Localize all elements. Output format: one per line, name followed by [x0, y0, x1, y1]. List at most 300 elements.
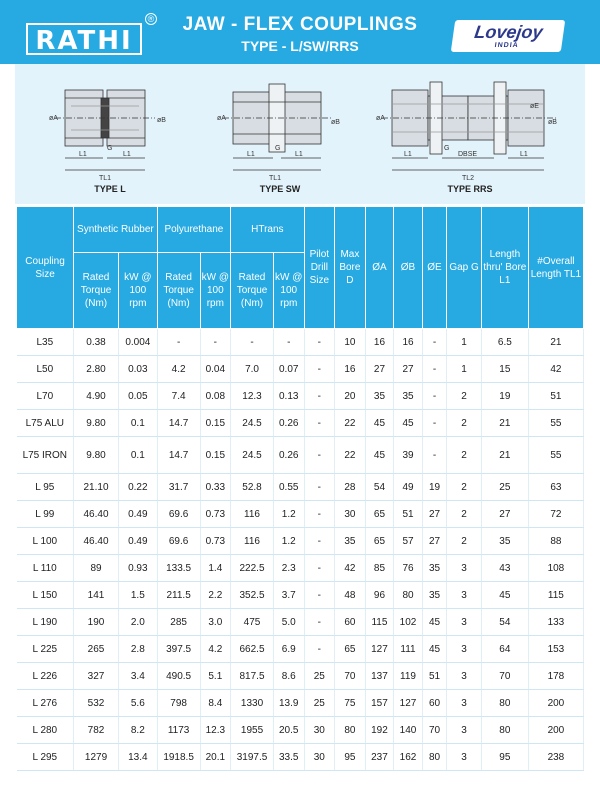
cell-ht_k: 13.9	[273, 690, 304, 717]
type-sw-dim-l1b: L1	[295, 151, 303, 158]
cell-a: 127	[365, 636, 394, 663]
cell-a: 237	[365, 744, 394, 771]
cell-sr_k: 3.4	[118, 663, 157, 690]
cell-g: 2	[447, 501, 482, 528]
table-row	[17, 474, 584, 501]
header-pu-torque: Rated Torque (Nm)	[157, 253, 200, 329]
cell-sr_t: 782	[74, 717, 119, 744]
cell-pu_t: 1918.5	[157, 744, 200, 771]
type-rrs-dim-e: øE	[530, 103, 539, 110]
cell-e: -	[422, 383, 446, 410]
table-row	[17, 744, 584, 771]
cell-tl1: 55	[528, 410, 583, 437]
cell-ht_t: 1330	[231, 690, 274, 717]
cell-pu_t: 798	[157, 690, 200, 717]
cell-b: 16	[394, 329, 423, 356]
cell-pu_t: 397.5	[157, 636, 200, 663]
cell-ht_t: 222.5	[231, 555, 274, 582]
cell-l1: 6.5	[481, 329, 528, 356]
cell-l1: 21	[481, 437, 528, 474]
cell-sr_k: 13.4	[118, 744, 157, 771]
cell-g: 2	[447, 410, 482, 437]
cell-a: 16	[365, 329, 394, 356]
cell-g: 2	[447, 474, 482, 501]
cell-size: L75 IRON	[17, 437, 74, 474]
type-rrs-dim-tl2: TL2	[462, 175, 475, 182]
cell-pilot: 25	[304, 690, 335, 717]
cell-a: 45	[365, 437, 394, 474]
header-gap: Gap G	[447, 207, 482, 329]
lovejoy-logo-text: Lovejoy	[473, 22, 544, 42]
cell-pu_t: 133.5	[157, 555, 200, 582]
cell-size: L 276	[17, 690, 74, 717]
cell-size: L 99	[17, 501, 74, 528]
cell-ht_t: 116	[231, 528, 274, 555]
cell-g: 1	[447, 356, 482, 383]
cell-a: 157	[365, 690, 394, 717]
cell-pu_k: 0.15	[200, 410, 231, 437]
cell-e: 19	[422, 474, 446, 501]
cell-l1: 45	[481, 582, 528, 609]
cell-ht_k: 0.13	[273, 383, 304, 410]
cell-sr_t: 190	[74, 609, 119, 636]
cell-pilot: -	[304, 609, 335, 636]
cell-pilot: -	[304, 501, 335, 528]
cell-pilot: 25	[304, 663, 335, 690]
type-sw-dim-g: G	[275, 145, 281, 152]
table-row	[17, 410, 584, 437]
coupling-spec-table	[16, 206, 584, 771]
header-polyurethane: Polyurethane	[157, 207, 230, 253]
table-row	[17, 717, 584, 744]
cell-ht_k: 1.2	[273, 528, 304, 555]
cell-pu_t: 4.2	[157, 356, 200, 383]
cell-ht_k: 6.9	[273, 636, 304, 663]
cell-sr_t: 327	[74, 663, 119, 690]
cell-b: 80	[394, 582, 423, 609]
cell-sr_t: 0.38	[74, 329, 119, 356]
table-row	[17, 329, 584, 356]
cell-pilot: -	[304, 528, 335, 555]
cell-bore: 80	[335, 717, 366, 744]
cell-pu_t: 1173	[157, 717, 200, 744]
cell-sr_t: 21.10	[74, 474, 119, 501]
cell-pu_k: 0.33	[200, 474, 231, 501]
cell-pu_t: -	[157, 329, 200, 356]
cell-size: L 226	[17, 663, 74, 690]
cell-sr_k: 5.6	[118, 690, 157, 717]
cell-size: L 280	[17, 717, 74, 744]
cell-bore: 22	[335, 410, 366, 437]
type-sw-dim-b: øB	[331, 119, 340, 126]
cell-ht_t: 52.8	[231, 474, 274, 501]
cell-sr_t: 141	[74, 582, 119, 609]
cell-bore: 16	[335, 356, 366, 383]
cell-g: 3	[447, 663, 482, 690]
cell-e: -	[422, 356, 446, 383]
cell-sr_k: 0.49	[118, 528, 157, 555]
cell-pu_k: 0.08	[200, 383, 231, 410]
cell-pu_k: 0.15	[200, 437, 231, 474]
cell-b: 57	[394, 528, 423, 555]
cell-pilot: -	[304, 329, 335, 356]
cell-bore: 35	[335, 528, 366, 555]
cell-ht_t: 475	[231, 609, 274, 636]
cell-bore: 42	[335, 555, 366, 582]
cell-size: L 190	[17, 609, 74, 636]
cell-a: 35	[365, 383, 394, 410]
cell-pu_t: 69.6	[157, 528, 200, 555]
header-pilot-drill: Pilot Drill Size	[304, 207, 335, 329]
cell-pu_k: 1.4	[200, 555, 231, 582]
cell-tl1: 153	[528, 636, 583, 663]
header-length-thru: Length thru' Bore L1	[481, 207, 528, 329]
cell-l1: 25	[481, 474, 528, 501]
cell-pu_k: 0.73	[200, 501, 231, 528]
cell-ht_k: 1.2	[273, 501, 304, 528]
cell-tl1: 108	[528, 555, 583, 582]
cell-sr_t: 532	[74, 690, 119, 717]
cell-g: 2	[447, 528, 482, 555]
table-row	[17, 663, 584, 690]
header-ht-torque: Rated Torque (Nm)	[231, 253, 274, 329]
cell-ht_t: 3197.5	[231, 744, 274, 771]
type-rrs-dim-l1b: L1	[520, 151, 528, 158]
header-sr-kw: kW @ 100 rpm	[118, 253, 157, 329]
cell-g: 3	[447, 555, 482, 582]
cell-ht_k: 20.5	[273, 717, 304, 744]
cell-pu_k: 12.3	[200, 717, 231, 744]
header-max-bore: Max Bore D	[335, 207, 366, 329]
cell-a: 54	[365, 474, 394, 501]
header-overall-length: #Overall Length TL1	[528, 207, 583, 329]
cell-bore: 95	[335, 744, 366, 771]
type-l-dim-l1a: L1	[79, 151, 87, 158]
cell-l1: 15	[481, 356, 528, 383]
table-row	[17, 555, 584, 582]
table-row	[17, 636, 584, 663]
cell-tl1: 51	[528, 383, 583, 410]
cell-pu_t: 285	[157, 609, 200, 636]
cell-sr_k: 0.03	[118, 356, 157, 383]
table-row	[17, 437, 584, 474]
cell-l1: 27	[481, 501, 528, 528]
cell-ht_t: 12.3	[231, 383, 274, 410]
cell-tl1: 55	[528, 437, 583, 474]
header-ht-kw: kW @ 100 rpm	[273, 253, 304, 329]
cell-e: 51	[422, 663, 446, 690]
cell-pilot: -	[304, 582, 335, 609]
type-rrs-label: TYPE RRS	[447, 184, 493, 194]
cell-size: L50	[17, 356, 74, 383]
cell-l1: 95	[481, 744, 528, 771]
cell-pilot: -	[304, 474, 335, 501]
type-l-dim-b: øB	[157, 117, 166, 124]
cell-pilot: -	[304, 383, 335, 410]
cell-pu_k: 0.73	[200, 528, 231, 555]
cell-ht_t: 352.5	[231, 582, 274, 609]
cell-sr_k: 2.8	[118, 636, 157, 663]
cell-e: 35	[422, 555, 446, 582]
cell-g: 3	[447, 636, 482, 663]
cell-sr_t: 2.80	[74, 356, 119, 383]
cell-bore: 75	[335, 690, 366, 717]
cell-sr_t: 9.80	[74, 437, 119, 474]
cell-b: 140	[394, 717, 423, 744]
table-row	[17, 356, 584, 383]
table-row	[17, 501, 584, 528]
cell-b: 51	[394, 501, 423, 528]
header-banner	[0, 0, 600, 64]
cell-ht_k: 0.26	[273, 437, 304, 474]
cell-a: 115	[365, 609, 394, 636]
cell-g: 2	[447, 383, 482, 410]
cell-sr_t: 89	[74, 555, 119, 582]
type-rrs-dim-dbse: DBSE	[458, 151, 478, 158]
cell-pu_k: -	[200, 329, 231, 356]
cell-l1: 43	[481, 555, 528, 582]
cell-a: 45	[365, 410, 394, 437]
cell-size: L70	[17, 383, 74, 410]
lovejoy-logo-sub: INDIA	[494, 42, 520, 49]
cell-e: 35	[422, 582, 446, 609]
cell-sr_k: 0.22	[118, 474, 157, 501]
cell-b: 35	[394, 383, 423, 410]
cell-bore: 70	[335, 663, 366, 690]
type-sw-label: TYPE SW	[259, 184, 301, 194]
type-sw-diagram	[205, 70, 355, 182]
cell-pu_t: 211.5	[157, 582, 200, 609]
cell-ht_t: 1955	[231, 717, 274, 744]
cell-l1: 21	[481, 410, 528, 437]
cell-g: 3	[447, 717, 482, 744]
cell-sr_k: 0.1	[118, 437, 157, 474]
cell-sr_k: 1.5	[118, 582, 157, 609]
cell-b: 162	[394, 744, 423, 771]
rathi-logo: RATHI	[26, 23, 142, 55]
cell-g: 3	[447, 744, 482, 771]
cell-ht_t: -	[231, 329, 274, 356]
cell-ht_k: 0.55	[273, 474, 304, 501]
cell-e: 45	[422, 636, 446, 663]
cell-b: 45	[394, 410, 423, 437]
cell-e: -	[422, 329, 446, 356]
cell-ht_k: 3.7	[273, 582, 304, 609]
cell-pilot: 30	[304, 717, 335, 744]
type-l-diagram	[35, 70, 185, 182]
cell-pu_k: 5.1	[200, 663, 231, 690]
cell-l1: 19	[481, 383, 528, 410]
table-row	[17, 383, 584, 410]
cell-tl1: 63	[528, 474, 583, 501]
cell-ht_t: 7.0	[231, 356, 274, 383]
cell-b: 39	[394, 437, 423, 474]
cell-pilot: -	[304, 437, 335, 474]
cell-e: 70	[422, 717, 446, 744]
cell-b: 76	[394, 555, 423, 582]
diagram-panel	[15, 64, 585, 204]
cell-ht_t: 24.5	[231, 437, 274, 474]
cell-e: 27	[422, 528, 446, 555]
header-coupling-size: Coupling Size	[17, 207, 74, 329]
table-row	[17, 528, 584, 555]
page-title: JAW - FLEX COUPLINGS	[182, 14, 418, 35]
cell-a: 96	[365, 582, 394, 609]
cell-pu_t: 69.6	[157, 501, 200, 528]
cell-ht_t: 116	[231, 501, 274, 528]
cell-sr_t: 1279	[74, 744, 119, 771]
cell-pu_k: 3.0	[200, 609, 231, 636]
lovejoy-logo	[451, 20, 565, 52]
cell-l1: 54	[481, 609, 528, 636]
cell-l1: 80	[481, 690, 528, 717]
cell-tl1: 178	[528, 663, 583, 690]
cell-sr_t: 265	[74, 636, 119, 663]
cell-tl1: 72	[528, 501, 583, 528]
cell-size: L35	[17, 329, 74, 356]
table-row	[17, 582, 584, 609]
table-row	[17, 609, 584, 636]
cell-pu_k: 2.2	[200, 582, 231, 609]
cell-b: 49	[394, 474, 423, 501]
cell-tl1: 21	[528, 329, 583, 356]
cell-tl1: 88	[528, 528, 583, 555]
cell-ht_k: 33.5	[273, 744, 304, 771]
type-rrs-dim-g: G	[444, 145, 450, 152]
type-rrs-dim-a: øA	[376, 115, 385, 122]
cell-ht_t: 817.5	[231, 663, 274, 690]
cell-size: L 100	[17, 528, 74, 555]
cell-size: L 95	[17, 474, 74, 501]
page-subtitle: TYPE - L/SW/RRS	[241, 38, 359, 54]
cell-pu_k: 4.2	[200, 636, 231, 663]
type-rrs-dim-l1a: L1	[404, 151, 412, 158]
cell-sr_k: 0.93	[118, 555, 157, 582]
cell-sr_t: 46.40	[74, 528, 119, 555]
table-body	[17, 329, 584, 771]
cell-g: 3	[447, 690, 482, 717]
cell-size: L75 ALU	[17, 410, 74, 437]
cell-sr_k: 2.0	[118, 609, 157, 636]
cell-pilot: 30	[304, 744, 335, 771]
cell-tl1: 133	[528, 609, 583, 636]
cell-bore: 20	[335, 383, 366, 410]
cell-e: 60	[422, 690, 446, 717]
cell-sr_k: 8.2	[118, 717, 157, 744]
cell-pu_t: 490.5	[157, 663, 200, 690]
cell-ht_k: 0.26	[273, 410, 304, 437]
cell-e: -	[422, 437, 446, 474]
cell-size: L 110	[17, 555, 74, 582]
header-pu-kw: kW @ 100 rpm	[200, 253, 231, 329]
cell-a: 137	[365, 663, 394, 690]
cell-b: 27	[394, 356, 423, 383]
type-sw-dim-a: øA	[217, 115, 226, 122]
cell-sr_t: 46.40	[74, 501, 119, 528]
type-rrs-diagram	[370, 70, 570, 182]
cell-l1: 80	[481, 717, 528, 744]
cell-e: 45	[422, 609, 446, 636]
cell-b: 102	[394, 609, 423, 636]
cell-sr_t: 9.80	[74, 410, 119, 437]
cell-size: L 150	[17, 582, 74, 609]
header-sr-torque: Rated Torque (Nm)	[74, 253, 119, 329]
cell-pilot: -	[304, 356, 335, 383]
cell-a: 27	[365, 356, 394, 383]
cell-sr_t: 4.90	[74, 383, 119, 410]
cell-g: 2	[447, 437, 482, 474]
header-oe: ØE	[422, 207, 446, 329]
cell-e: -	[422, 410, 446, 437]
cell-bore: 60	[335, 609, 366, 636]
cell-l1: 70	[481, 663, 528, 690]
type-rrs-dim-b: øB	[548, 119, 557, 126]
cell-l1: 64	[481, 636, 528, 663]
cell-bore: 22	[335, 437, 366, 474]
type-l-dim-l1b: L1	[123, 151, 131, 158]
cell-sr_k: 0.1	[118, 410, 157, 437]
header-synthetic-rubber: Synthetic Rubber	[74, 207, 158, 253]
cell-l1: 35	[481, 528, 528, 555]
type-sw-dim-l1a: L1	[247, 151, 255, 158]
cell-pilot: -	[304, 555, 335, 582]
cell-ht_k: -	[273, 329, 304, 356]
cell-sr_k: 0.49	[118, 501, 157, 528]
table-row	[17, 690, 584, 717]
cell-size: L 295	[17, 744, 74, 771]
cell-bore: 65	[335, 636, 366, 663]
cell-tl1: 200	[528, 717, 583, 744]
cell-tl1: 115	[528, 582, 583, 609]
cell-a: 65	[365, 501, 394, 528]
header-htrans: HTrans	[231, 207, 304, 253]
cell-tl1: 42	[528, 356, 583, 383]
cell-tl1: 200	[528, 690, 583, 717]
cell-b: 111	[394, 636, 423, 663]
cell-bore: 48	[335, 582, 366, 609]
cell-g: 3	[447, 582, 482, 609]
type-l-dim-a: øA	[49, 115, 58, 122]
cell-ht_k: 8.6	[273, 663, 304, 690]
registered-mark: ®	[145, 13, 157, 25]
cell-a: 85	[365, 555, 394, 582]
cell-g: 1	[447, 329, 482, 356]
cell-ht_k: 0.07	[273, 356, 304, 383]
header-oa: ØA	[365, 207, 394, 329]
type-l-dim-g: G	[107, 145, 113, 152]
cell-bore: 10	[335, 329, 366, 356]
header-ob: ØB	[394, 207, 423, 329]
cell-a: 65	[365, 528, 394, 555]
cell-g: 3	[447, 609, 482, 636]
cell-pilot: -	[304, 410, 335, 437]
cell-ht_k: 5.0	[273, 609, 304, 636]
cell-ht_t: 24.5	[231, 410, 274, 437]
type-l-label: TYPE L	[94, 184, 126, 194]
cell-bore: 30	[335, 501, 366, 528]
cell-b: 119	[394, 663, 423, 690]
cell-sr_k: 0.05	[118, 383, 157, 410]
cell-pu_k: 8.4	[200, 690, 231, 717]
cell-a: 192	[365, 717, 394, 744]
cell-e: 80	[422, 744, 446, 771]
type-l-dim-tl1: TL1	[99, 175, 112, 182]
cell-pu_t: 14.7	[157, 437, 200, 474]
cell-bore: 28	[335, 474, 366, 501]
cell-size: L 225	[17, 636, 74, 663]
cell-pu_t: 31.7	[157, 474, 200, 501]
cell-tl1: 238	[528, 744, 583, 771]
